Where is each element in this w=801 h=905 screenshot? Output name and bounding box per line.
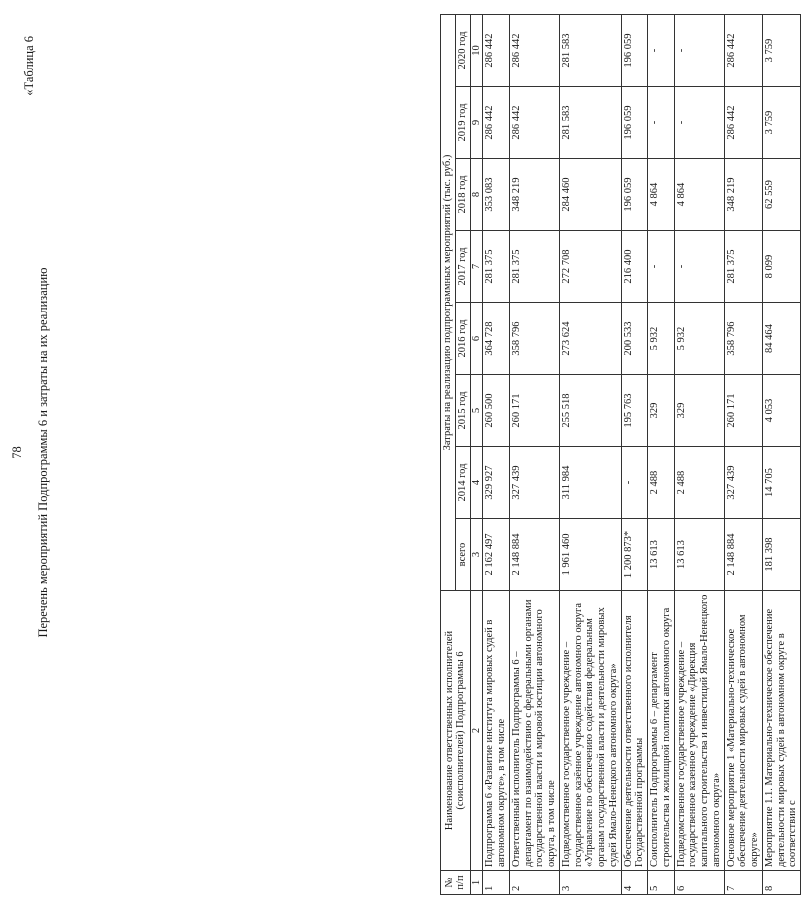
header-year: 2017 год — [455, 231, 470, 303]
document-title: Перечень мероприятий Подпрограммы 6 и затраты на их реализацию — [36, 267, 50, 638]
costs-table — [440, 14, 801, 895]
row-value: 329 — [648, 375, 675, 447]
row-name: Подведомственное государственное учреждение – государственное казённое учреждение автономного округа «Управление по обеспечению содействия федеральным органам государственной власти и деятельности мировых судей Ямало-Ненецкого автономного округа» — [559, 591, 621, 871]
row-value: 4 864 — [674, 159, 724, 231]
row-value: 286 442 — [724, 15, 762, 87]
row-value: 286 442 — [724, 87, 762, 159]
column-index: 8 — [470, 159, 483, 231]
table-row — [559, 15, 621, 895]
column-index: 2 — [470, 591, 483, 871]
column-index: 7 — [470, 231, 483, 303]
row-value: 281 583 — [559, 87, 621, 159]
column-index: 6 — [470, 303, 483, 375]
column-index: 9 — [470, 87, 483, 159]
row-value: 348 219 — [509, 159, 559, 231]
header-year: 2016 год — [455, 303, 470, 375]
column-index-row — [470, 15, 483, 895]
row-value: 286 442 — [483, 87, 510, 159]
row-name: Основное мероприятие 1 «Материально-техническое обеспечение деятельности мировых судей в автономном округе» — [724, 591, 762, 871]
row-value: 3 759 — [762, 87, 800, 159]
row-value: 353 083 — [483, 159, 510, 231]
table-row — [674, 15, 724, 895]
table-row — [724, 15, 762, 895]
row-value: 329 927 — [483, 447, 510, 519]
row-value: 281 375 — [509, 231, 559, 303]
header-costs: Затраты на реализацию подпрограммных мероприятий (тыс. руб.) — [441, 15, 456, 591]
row-value: 273 624 — [559, 303, 621, 375]
row-value: - — [674, 87, 724, 159]
table-row — [483, 15, 510, 895]
page-number: 78 — [10, 446, 24, 459]
column-index: 5 — [470, 375, 483, 447]
row-value: 13 613 — [674, 519, 724, 591]
row-name: Подведомственное государственное учреждение – государственное казенное учреждение «Дирекция капитального строительства и инвестиций Ямало-Ненецкого автономного округа» — [674, 591, 724, 871]
row-value: 13 613 — [648, 519, 675, 591]
row-value: 348 219 — [724, 159, 762, 231]
row-name: Подпрограмма 6 «Развитие института мировых судей в автономном округе», в том числе — [483, 591, 510, 871]
header-year: 2019 год — [455, 87, 470, 159]
row-value: 281 375 — [724, 231, 762, 303]
row-value: - — [648, 231, 675, 303]
row-value: 4 864 — [648, 159, 675, 231]
table-row — [621, 15, 648, 895]
row-number: 5 — [648, 871, 675, 895]
row-value: 5 932 — [648, 303, 675, 375]
row-value: 84 464 — [762, 303, 800, 375]
row-name: Ответственный исполнитель Подпрограммы 6 – департамент по взаимодействию с федеральными органами государственной власти и мировой юстиции автономного округа, в том числе — [509, 591, 559, 871]
row-value: 2 148 884 — [509, 519, 559, 591]
header-year: 2020 год — [455, 15, 470, 87]
row-value: 255 518 — [559, 375, 621, 447]
row-number: 6 — [674, 871, 724, 895]
row-value: 260 500 — [483, 375, 510, 447]
row-value: 364 728 — [483, 303, 510, 375]
row-value: 4 053 — [762, 375, 800, 447]
row-value: 327 439 — [724, 447, 762, 519]
row-value: 196 059 — [621, 87, 648, 159]
row-number: 1 — [483, 871, 510, 895]
header-name: Наименование ответственных исполнителей (соисполнителей) Подпрограммы 6 — [441, 591, 471, 871]
row-value: 2 148 884 — [724, 519, 762, 591]
row-value: 62 559 — [762, 159, 800, 231]
row-value: 286 442 — [509, 87, 559, 159]
row-value: 286 442 — [509, 15, 559, 87]
row-value: 3 759 — [762, 15, 800, 87]
table-row — [762, 15, 800, 895]
table-label: «Таблица 6 — [22, 36, 36, 96]
row-value: 196 059 — [621, 159, 648, 231]
row-value: - — [621, 447, 648, 519]
column-index: 4 — [470, 447, 483, 519]
row-value: 1 200 873* — [621, 519, 648, 591]
row-value: 272 708 — [559, 231, 621, 303]
row-value: - — [674, 15, 724, 87]
row-number: 8 — [762, 871, 800, 895]
row-value: 260 171 — [724, 375, 762, 447]
row-value: 281 583 — [559, 15, 621, 87]
row-value: - — [648, 87, 675, 159]
row-value: 196 059 — [621, 15, 648, 87]
header-total: всего — [455, 519, 470, 591]
row-number: 7 — [724, 871, 762, 895]
row-value: 14 705 — [762, 447, 800, 519]
header-year: 2014 год — [455, 447, 470, 519]
row-name: Соисполнитель Подпрограммы 6 – департамент строительства и жилищной политики автономного округа — [648, 591, 675, 871]
row-value: 358 796 — [509, 303, 559, 375]
row-value: 2 162 497 — [483, 519, 510, 591]
row-value: 1 961 460 — [559, 519, 621, 591]
row-name: Мероприятие 1.1. Материально-техническое обеспечение деятельности мировых судей в автономном округе в соответствии с — [762, 591, 800, 871]
row-value: 286 442 — [483, 15, 510, 87]
row-number: 3 — [559, 871, 621, 895]
header-num: № п/п — [441, 871, 471, 895]
row-value: 195 763 — [621, 375, 648, 447]
row-value: 311 984 — [559, 447, 621, 519]
table-row — [648, 15, 675, 895]
table-row — [509, 15, 559, 895]
row-number: 2 — [509, 871, 559, 895]
column-index: 3 — [470, 519, 483, 591]
row-number: 4 — [621, 871, 648, 895]
row-value: 181 398 — [762, 519, 800, 591]
row-value: 260 171 — [509, 375, 559, 447]
row-value: 200 533 — [621, 303, 648, 375]
row-value: 327 439 — [509, 447, 559, 519]
row-value: 284 460 — [559, 159, 621, 231]
column-index: 10 — [470, 15, 483, 87]
row-value: 216 400 — [621, 231, 648, 303]
row-value: 329 — [674, 375, 724, 447]
row-value: 8 099 — [762, 231, 800, 303]
row-value: 281 375 — [483, 231, 510, 303]
row-value: - — [648, 15, 675, 87]
row-value: 5 932 — [674, 303, 724, 375]
header-year: 2015 год — [455, 375, 470, 447]
row-value: 2 488 — [674, 447, 724, 519]
row-name: Обеспечение деятельности ответственного исполнителя Государственной программы — [621, 591, 648, 871]
row-value: 2 488 — [648, 447, 675, 519]
row-value: - — [674, 231, 724, 303]
header-year: 2018 год — [455, 159, 470, 231]
row-value: 358 796 — [724, 303, 762, 375]
column-index: 1 — [470, 871, 483, 895]
